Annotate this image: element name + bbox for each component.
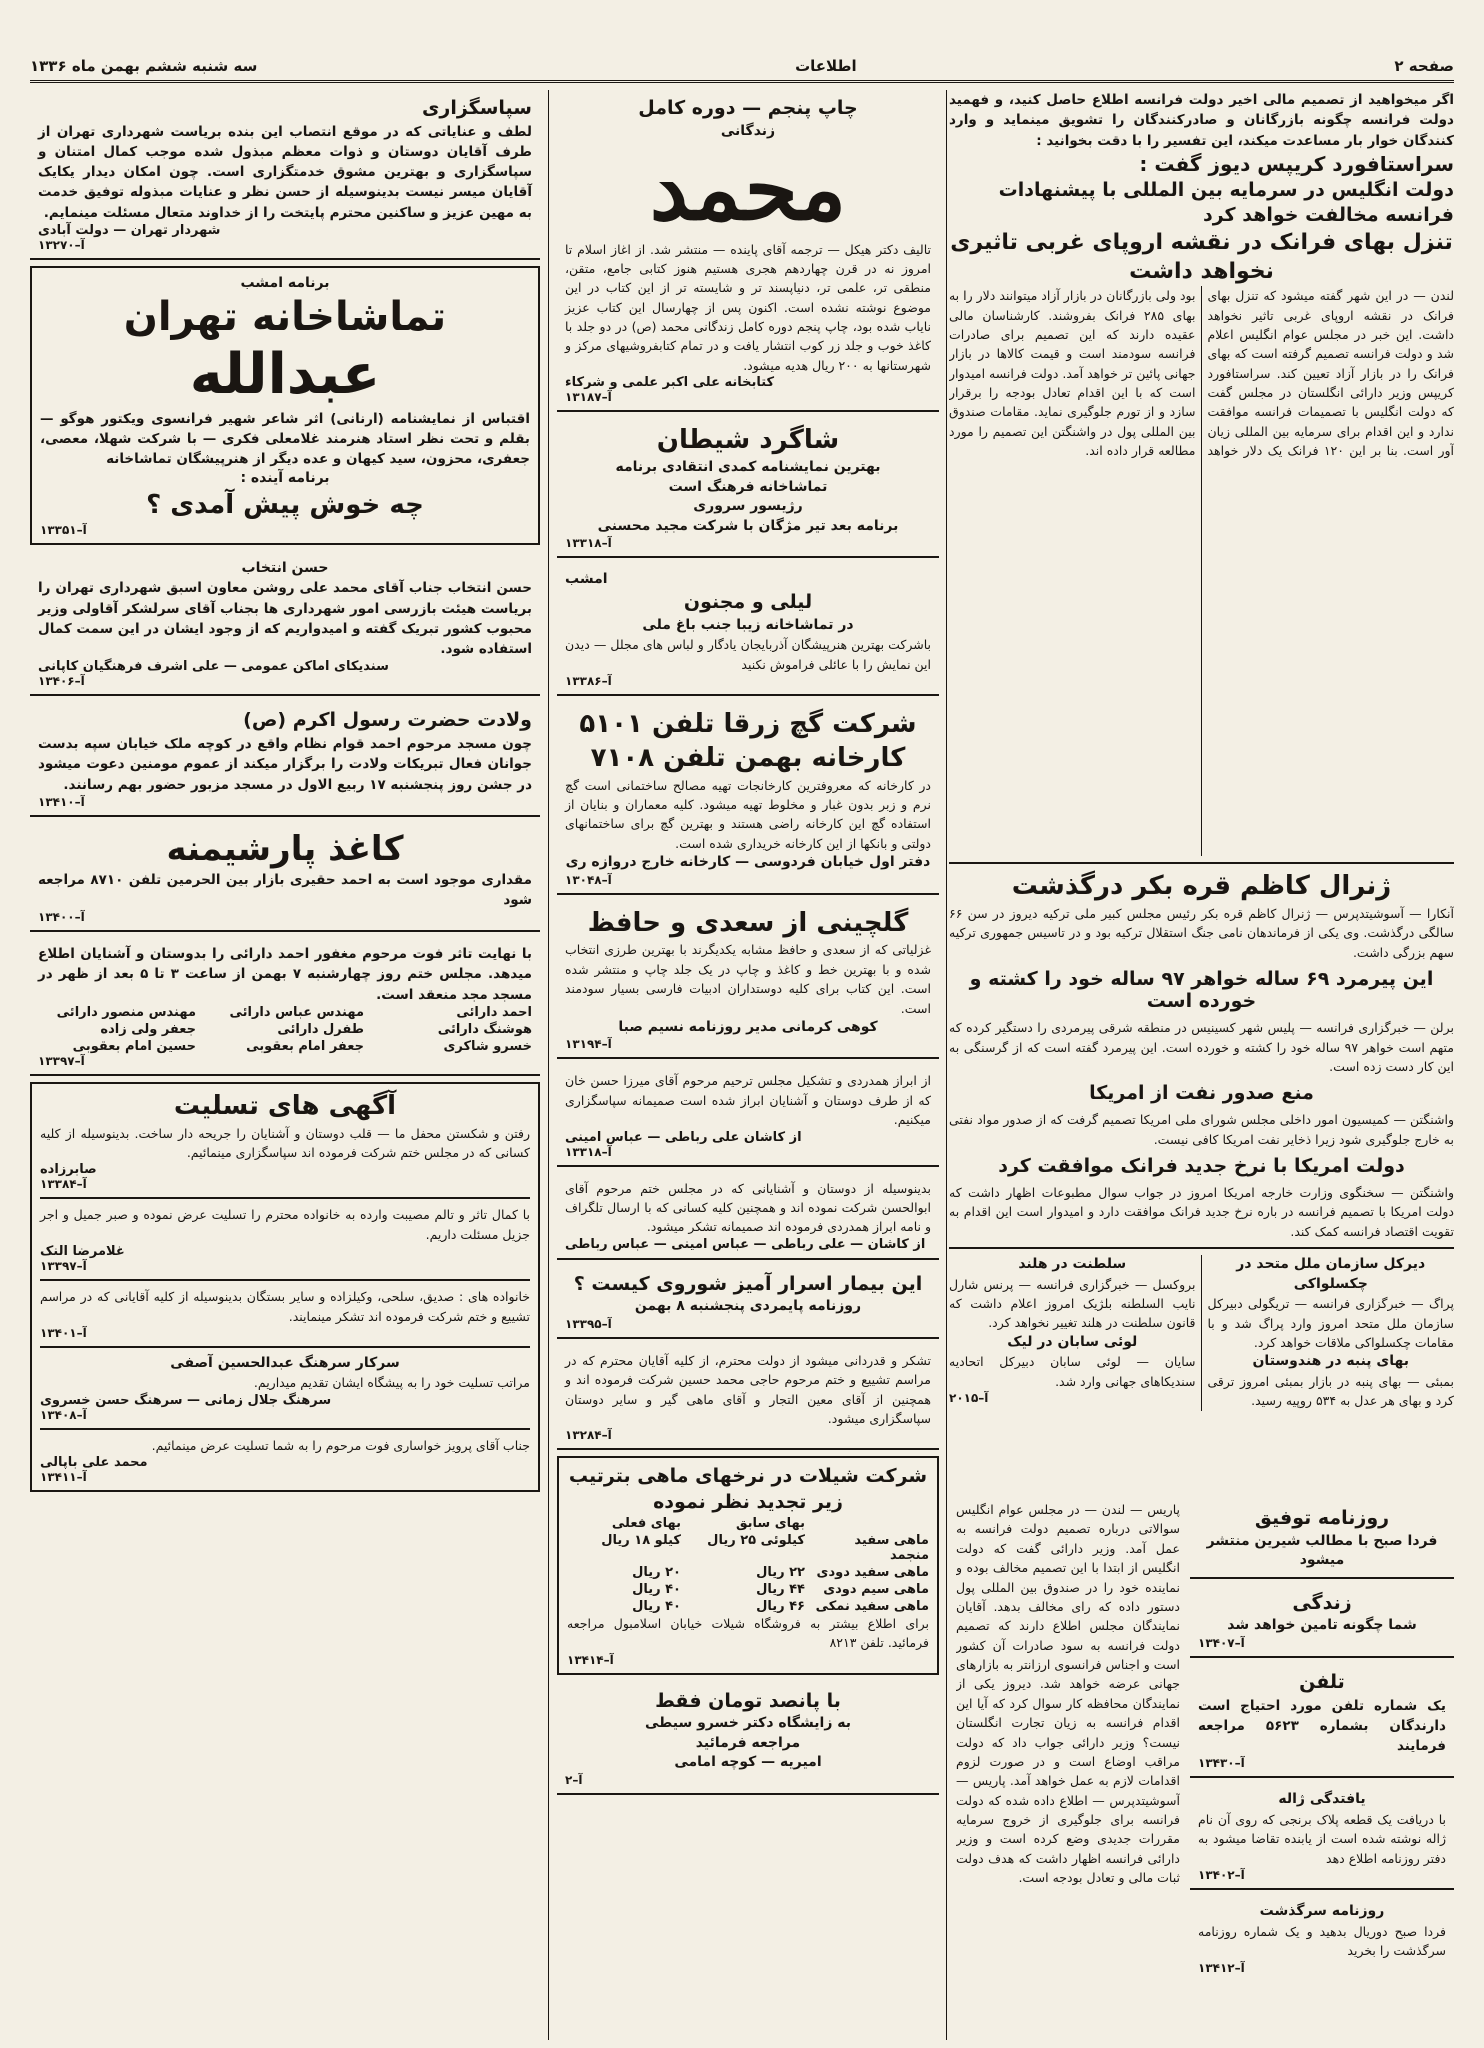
play-line: رژیسور سروری (693, 498, 803, 515)
name-item: مهندس عباس دارائی (229, 1004, 364, 1020)
ad-line: به زایشگاه دکتر خسرو سیطی (644, 1715, 852, 1732)
article-body: لندن — در این شهر گفته میشود که تنزل بهای فرانک در نقشه اروپای غربی تاثیر نخواهد داشت. این خبر در مجلس عوام انگلیس اعلام شد و دولت فرانسه تصمیم گرفته است که بهای فرانک را در بازار آزاد تعیین کند. سراستافورد کریپس وزیر دارائی انگلستان در مجلس گفت که دولت انگلیس با تصمیمات فرانسه موافقت ندارد و این اقدام برای سرمایه بین المللی زیان آور است. بنا بر این ۱۲۰ فرانک یک دلار خواهد بود ولی بازرگانان در بازار آزاد میتوانند دلار را به بهای ۲۸۵ فرانک بفروشند. کارشناسان مالی عقیده دارند که این تصمیم برای صادرات فرانسه سودمند است و قیمت کالاها در بازار جهانی پائین تر خواهد آمد. دولت فرانسه امیدوار است که با این اقدام تعادل بودجه را برقرار سازد و از تورم جلوگیری نماید. مقامات صندوق بین المللی پول در واشنگتن این تصمیم را مورد مطالعه قرار داده اند. (949, 288, 1454, 459)
notice-body: یک شماره تلفن مورد احتیاج است دارندگان بشماره ۵۶۲۳ مراجعه فرمایند (1198, 1697, 1446, 1755)
book-logo-top: زندگانی (720, 122, 776, 139)
name-item: خسرو شاکری (443, 1038, 532, 1054)
theater-description: اقتباس از نمایشنامه (ارنانی) اثر شاعر شهیر فرانسوی ویکتور هوگو — بقلم و تحت نظر استاد هنرمند غلامعلی فکری — با شرکت شهلا، معصی، جعفری، محزون، سید کیهان و عده دیگر از هنرپیشگان تماشاخانه (40, 410, 530, 468)
book-description: تالیف دکتر هیکل — ترجمه آقای پاینده — منتشر شد. از اغاز اسلام تا امروز نه در قرن چهاردهم هجری هستیم هنوز کتابی جامع، متقن، منطقی تر، علمی تر، دنیاپسند تر و شایسته تر از این کتاب در این موضوع نوشته نشده است. اکنون پس از چهارسال این کتاب عزیز نایاب شده بود، چاپ پنجم دوره کامل زندگانی محمد (ص) در دو جلد با کاغذ خوب و جلد زر کوب انتشار یافت و در تمام کتابفروشیهای مرکز و شهرستانها به ۲۰۰ ریال هدیه میشود. (565, 241, 931, 373)
notice-sign: سندیکای اماکن عمومی — علی اشرف فرهنگیان کاپانی (38, 659, 389, 675)
theater-play: عبدالله (189, 342, 381, 408)
ad-mayor-thanks (30, 90, 540, 260)
article-continuation: پاریس — لندن — در مجلس عوام انگلیس سوالاتی درباره تصمیم دولت فرانسه به عمل آمد. وزیر دارائی گفت که دولت انگلیس از ابتدا با این تصمیم مخالف بوده و نماینده خود را در صندوق بین المللی پول دستور داده که رای مخالف بدهد. آقایان نمایندگان مجلس اطلاع دارند که تصمیم دولت فرانسه به سود صادرات آن کشور است و اجناس فرانسوی ارزانتر به بازارهای جهانی عرضه خواهد شد. دیروز یکی از نمایندگان محافظه کار سوال کرد که آیا این اقدام فرانسه به زیان تجارت انگلستان نیست؟ وزیر دارائی جواب داد که دولت مراقب اوضاع است و در صورت لزوم اقدامات لازم به عمل خواهد آمد. پاریس — آسوشیتدپرس — اطلاع داده شده که دولت فرانسه برای جلوگیری از خروج سرمایه مقررات جدیدی وضع کرده است و وزیر دارائی فرانسه اظهار داشت که هدف دولت ثبات مالی و تعادل بودجه است. (956, 1502, 1180, 1886)
ad-title: ولادت حضرت رسول اکرم (ص) (243, 709, 532, 732)
headline-us-franc: دولت امریکا با نرخ جدید فرانک موافقت کرد (998, 1155, 1405, 1178)
notice-title: سرکار سرهنگ عبدالحسین آصفی (170, 1354, 400, 1371)
play-line: در تماشاخانه زیبا جنب باغ ملی (642, 616, 854, 633)
ad-subtitle: زیر تجدید نظر نموده (653, 1491, 843, 1514)
ad-title: کاغذ پارشیمنه (166, 828, 404, 869)
ad-code: آ–۱۳۴۱۴ (567, 1652, 614, 1667)
ad-code: آ–۱۳۴۱۲ (1198, 1960, 1245, 1975)
notice-body: با نهایت تاثر فوت مرحوم مغفور احمد دارائی را بدوستان و آشنایان اطلاع میدهد. مجلس ختم روز چهارشنبه ۷ بهمن از ساعت ۳ تا ۵ بعد از ظهر در مسجد مجد منعقد است. (38, 946, 532, 1003)
price-item: ماهی سیم دودی (823, 1581, 929, 1597)
ad-title: با پانصد تومان فقط (655, 1689, 841, 1712)
ad-code: آ–۱۳۱۹۴ (565, 1037, 612, 1052)
masthead (30, 52, 1454, 83)
theater-next-title: چه خوش پیش آمدی ؟ (146, 490, 424, 521)
headline-holland: سلطنت در هلند (1018, 1256, 1127, 1273)
notice-sign: از کاشان — علی رباطی — عباس امینی — عباس رباطی (565, 1236, 926, 1252)
ad-code: آ–۱۳۳۵۱ (40, 522, 87, 537)
ad-book-muhammad (557, 90, 939, 412)
ad-code: آ–۱۳۴۱۱ (40, 1470, 87, 1485)
ad-telephone (1190, 1664, 1454, 1778)
book-logo: محمد (649, 139, 847, 241)
ad-maternity (557, 1683, 939, 1795)
ad-fish-prices (557, 1456, 939, 1674)
theater-label: برنامه امشب (240, 274, 330, 291)
ad-code: آ–۱۳۳۹۵ (565, 1316, 612, 1331)
headline-sub: دولت انگلیس در سرمایه بین المللی با پیشنهادات فرانسه مخالفت خواهد کرد (998, 178, 1454, 227)
notice-body: خانواده های : صدیق، سلحی، وکیلزاده و سایر بستگان بدینوسیله از کلیه آقایانی که در مراسم تشییع و ختم شرکت فرموده اند تشکر مینمایند. (40, 1289, 530, 1324)
ad-condolence-darai (30, 938, 540, 1076)
ad-code: آ–۱۳۱۸۷ (565, 390, 612, 405)
company-line: کارخانه بهمن تلفن ۷۱۰۸ (590, 742, 906, 773)
ad-title: حسن انتخاب (241, 559, 329, 576)
play-line: بهترین نمایشنامه کمدی انتقادی برنامه (615, 458, 881, 475)
price-header: بهای فعلی (611, 1515, 681, 1531)
name-item: طفرل دارائی (277, 1021, 364, 1037)
book-publisher: کتابخانه علی اکبر علمی و شرکاء (565, 375, 775, 391)
headline-saillant: لوئی سابان در لیک (1007, 1333, 1138, 1350)
ad-code: آ–۱۳۰۴۸ (565, 872, 612, 887)
ad-line: امیریه — کوچه امامی (674, 1754, 822, 1771)
notice-sign: محمد علی باپالی (40, 1455, 148, 1471)
headline-oil: منع صدور نفت از امریکا (1089, 1082, 1314, 1105)
notice-sign: از کاشان علی رباطی — عباس امینی (565, 1129, 802, 1145)
notice-body: با کمال تاثر و تالم مصیبت وارده به خانواده محترم را تسلیت عرض نموده و صبر جمیل و اجر جزیل مسئلت داریم. (40, 1207, 530, 1242)
ad-code: آ–۲۰۱۵ (949, 1391, 989, 1406)
lead-paragraph: اگر میخواهید از تصمیم مالی اخیر دولت فرانسه اطلاع حاصل کنید، و فهمید دولت فرانسه چگونه بازرگانان و صادرکنندگان را تشویق مینماید و وارد کنندگان خوار بار مساعدت میکند، این تفسیر را با دقت بخوانید : (949, 92, 1454, 149)
news-continuation (956, 1500, 1180, 2020)
theater-title: تماشاخانه تهران (123, 294, 447, 341)
notice-body: تشکر و قدردانی میشود از دولت محترم، از کلیه آقایان محترم که در مراسم تشییع و ختم مرحوم حاجی محمد حسین شرکت فرموده اند و همچنین از آقای معین التجار و آقای ماهی گیر و سایر دوستان سپاسگزاری میشود. (565, 1352, 931, 1427)
price-item: ماهی سفید دودی (816, 1564, 929, 1580)
ads-column-left (30, 90, 540, 2040)
price-old: ۴۶ ریال (756, 1598, 805, 1614)
ad-code: آ–۱۳۳۹۷ (38, 1053, 85, 1068)
ad-title: سپاسگزاری (422, 97, 532, 119)
ad-title: شرکت شیلات در نرخهای ماهی بترتیب (568, 1465, 928, 1488)
ad-title: زندگی (1292, 1591, 1352, 1614)
price-new: ۲۰ ریال (632, 1564, 681, 1580)
ad-code: آ–۲ (565, 1772, 583, 1787)
ad-leyli-majnun (557, 564, 939, 696)
book-edition: چاپ پنجم — دوره کامل (638, 97, 858, 119)
ad-code: آ–۱۳۴۳۰ (1198, 1756, 1245, 1771)
notice-body: جناب آقای پرویز خواساری فوت مرحوم را به شما تسلیت عرض مینمائیم. (151, 1437, 530, 1453)
company-line: شرکت گچ زرقا تلفن ۵۱۰۱ (579, 708, 917, 739)
ad-thanks-kashan (557, 1065, 939, 1166)
price-old: ۴۴ ریال (756, 1581, 805, 1597)
name-item: احمد دارائی (456, 1004, 532, 1020)
notice-body: فردا صبح دوریال بدهید و یک شماره روزنامه سرگذشت را بخرید (1198, 1923, 1446, 1959)
ad-golchin (557, 901, 939, 1060)
article-holland: بروکسل — خبرگزاری فرانسه — پرنس شارل نایب السلطنه بلژیک امروز اعلام داشت که قانون سلطنت در هلند تغییر نخواهد کرد. (949, 1276, 1196, 1331)
headline-general: ژنرال کاظم قره بکر درگذشت (1011, 871, 1392, 902)
ad-title: یافتدگی ژاله (1278, 1791, 1366, 1808)
ad-theater-tehran (30, 266, 540, 545)
ads-column-middle (557, 90, 939, 2040)
headline-cotton: بهای پنبه در هندوستان (1252, 1353, 1410, 1370)
price-item: ماهی سفید منجمد (854, 1532, 929, 1563)
notice-body: حسن انتخاب جناب آقای محمد علی روشن معاون اسبق شهرداری تهران را بریاست هیئت بازرسی امور شهرداری ها بجناب آقای سرلشکر آقاولی وزیر محبوب کشور تبریک گفته و امیدواریم که از وجود ایشان در این سمت کمال استفاده شود. (38, 580, 532, 658)
ad-code: آ–۱۳۳۹۷ (40, 1259, 87, 1274)
ad-subtitle: فردا صبح با مطالب شیرین منتشر میشود (1206, 1532, 1438, 1569)
ad-birth (30, 702, 540, 816)
name-item: جعفر ولی زاده (100, 1021, 196, 1037)
price-new: ۴۰ ریال (632, 1598, 681, 1614)
name-item: جعفر امام بعقوبی (246, 1038, 364, 1054)
article-cotton: بمبئی — بهای پنبه در بازار بمبئی امروز ترقی کرد و بهای هر عدل به ۵۳۴ روپیه رسید. (1207, 1374, 1454, 1409)
notice-body: بدینوسیله از دوستان و آشنایانی که در مجلس ختم مرحوم آقای ابوالحسن شرکت نموده اند و همچنین کلیه کسانی که با ارسال تلگراف و نامه ابراز همدردی فرموده اند صمیمانه تشکر میشود. (565, 1180, 931, 1235)
book-publisher: کوهی کرمانی مدیر روزنامه نسیم صبا (618, 1018, 878, 1035)
ad-title: روزنامه توفیق (1254, 1507, 1390, 1529)
short-news (949, 1255, 1454, 1411)
paper-name: اطلاعات (795, 57, 857, 75)
play-line: تماشاخانه فرهنگ است (668, 478, 828, 495)
notice-body: با دریافت یک قطعه پلاک برنجی که روی آن نام ژاله نوشته شده است از یابنده تقاضا میشود به دفتر روزنامه اطلاع دهد (1198, 1812, 1446, 1866)
notice-sign: سرهنگ جلال زمانی — سرهنگ حسن خسروی (40, 1392, 332, 1408)
play-line: برنامه بعد تیر مژگان با شرکت مجید محسنی (597, 517, 899, 534)
article-old-man: برلن — خبرگزاری فرانسه — پلیس شهر کسینیس در منطقه شرقی پیرمردی را دستگیر کرده که متهم است خواهر ۹۷ ساله خود را کشته و خورده است. این پیرمرد گفته است که از گرسنگی به این کار دست زده است. (949, 1020, 1454, 1074)
notice-sign: غلامرضا النک (40, 1244, 125, 1260)
ads-column-small (1190, 1500, 1454, 2030)
play-title: شاگرد شیطان (656, 425, 840, 456)
price-new: ۴۰ ریال (632, 1581, 681, 1597)
notice-body: رفتن و شکستن محفل ما — قلب دوستان و آشنایان را جریحه دار ساخت. بدینوسیله از کلیه کسانی که در مجلس ختم شرکت فرموده اند سپاسگزاری مینمائیم. (40, 1125, 530, 1161)
ad-code: آ–۱۳۴۰۱ (40, 1325, 87, 1340)
ad-code: آ–۱۳۴۰۸ (40, 1407, 87, 1422)
notice-body: مراتب تسلیت خود را به پیشگاه ایشان تقدیم میداریم. (253, 1375, 530, 1391)
headline-main: تنزل بهای فرانک در نقشه اروپای غربی تاثیری نخواهد داشت (950, 230, 1453, 284)
name-list (38, 1005, 532, 1054)
notice-body: چون مسجد مرحوم احمد قوام نظام واقع در کوچه ملک خیابان سپه بدست جوانان فعال تبریکات ولادت را برگزار میکند از عموم مومنین دعوت میشود در جشن روز پنجشنبه ۱۷ ربیع الاول در مسجد مزبور حضور بهم رسانند. (38, 736, 532, 793)
ad-code: آ–۱۳۳۱۸ (565, 1144, 612, 1159)
ad-condolences (30, 1082, 540, 1492)
ad-code: آ–۱۳۲۸۴ (565, 1428, 612, 1443)
ad-subtitle: شما چگونه تامین خواهد شد (1227, 1617, 1417, 1634)
price-item: ماهی سفید نمکی (815, 1598, 929, 1614)
theater-next-label: برنامه آینده : (240, 470, 330, 487)
ad-code: آ–۱۳۳۸۴ (40, 1177, 87, 1192)
price-old: ۲۲ ریال (756, 1564, 805, 1580)
headline-un: دیرکل سازمان ملل متحد در چکسلواکی (1236, 1256, 1426, 1292)
company-description: در کارخانه که معروفترین کارخانجات تهیه مصالح ساختمانی است گچ نرم و زبر بدون غبار و مخلوط تهیه میشود. کلیه معماران و بنایان از استفاده گچ این کارخانه راضی هستند و بهترین گچ برای ساختمانهای دولتی و بانکها از این کارخانه خریداری شده است. (565, 777, 931, 851)
ad-code: آ–۱۳۴۱۰ (38, 794, 85, 809)
ad-parchment (30, 823, 540, 932)
ad-code: آ–۱۳۳۸۶ (565, 673, 612, 688)
ad-subtitle: روزنامه پایمردی پنجشنبه ۸ بهمن (634, 1298, 862, 1315)
byline: سراستافورد کریپس دیوز گفت : (1139, 151, 1454, 176)
page-number: صفحه ۲ (1394, 57, 1454, 75)
ad-gach-zarqa (557, 702, 939, 895)
price-new: کیلو ۱۸ ریال (601, 1532, 681, 1548)
name-item: حسین امام بعقوبی (72, 1038, 196, 1054)
ad-shagerd-sheytan (557, 418, 939, 558)
play-title: لیلی و مجنون (683, 590, 813, 613)
book-description: غزلیاتی که از سعدی و حافظ مشابه یکدیگرند با بهترین طرزی انتخاب شده و با بهترین خط و کاغذ و چاپ در یک جلد چاپ و منتشر شده است. این کتاب برای کلیه دوستداران ادبیات فارسی بسیار سودمند است. (565, 942, 931, 1016)
ad-code: آ–۱۳۴۰۲ (1198, 1868, 1245, 1883)
ad-lost (1190, 1784, 1454, 1890)
ad-election (30, 553, 540, 697)
price-old: کیلوئی ۲۵ ریال (707, 1532, 805, 1548)
ad-life (1190, 1585, 1454, 1658)
notice-body: لطف و عنایاتی که در موقع انتصاب این بنده بریاست شهرداری تهران از طرف آقایان دوستان و ذوات معظم مبذول شده موجب کمال امتنان و سپاسگزاری و بهترین مشوق خدمتگزاری است. چون امکان دیدار یکایک آقایان میسر نیست بدینوسیله از حسن نظر و عنایات مبذوله توفیق خدمت به مهین عزیز و ساکنین محترم پایتخت را از خداوند متعال مسئلت مینمایم. (38, 123, 532, 221)
notice-sign: صابرزاده (40, 1162, 97, 1178)
ad-mystery-patient (557, 1266, 939, 1339)
article-general: آنکارا — آسوشیتدپرس — ژنرال کاظم قره بکر رئیس مجلس کبیر ملی ترکیه دیروز در سن ۶۶ سالگی درگذشت. وی یکی از فرماندهان نامی جنگ استقلال ترکیه بود و در تاسیس جمهوری ترکیه سهم بزرگی داشت. (949, 906, 1454, 960)
ad-code: آ–۱۳۲۷۰ (38, 237, 85, 252)
ad-title: روزنامه سرگذشت (1259, 1903, 1385, 1920)
ad-line: مراجعه فرمائید (695, 1734, 801, 1751)
book-title: گلچینی از سعدی و حافظ (587, 907, 909, 938)
play-description: باشرکت بهترین هنرپیشگان آذربایجان یادگار و لباس های مجلل — دیدن این نمایش را با عائلی فراموش نکنید (565, 637, 931, 672)
price-note: برای اطلاع بیشتر به فروشگاه شیلات خیابان اسلامبول مراجعه فرمائید. تلفن ۸۲۱۳ (567, 1615, 929, 1651)
notice-sign: شهردار تهران — دولت آبادی (38, 222, 221, 238)
ad-toufiq (1190, 1500, 1454, 1579)
ad-title: این بیمار اسرار آمیز شوروی کیست ؟ (573, 1272, 923, 1295)
headline-old-man: این پیرمرد ۶۹ ساله خواهر ۹۷ ساله خود را کشته و خورده است (969, 968, 1434, 1013)
article-us-franc: واشنگتن — سخنگوی وزارت خارجه امریکا امروز در جواب سوال مطبوعات اظهار داشت که دولت امریکا با تصمیم فرانسه در باره نرخ جدید فرانک موافقت دارد و امیدوار است این اقدام به تقویت اقتصاد فرانسه کمک کند. (949, 1185, 1454, 1239)
name-item: هوشنگ دارائی (437, 1021, 532, 1037)
price-table (567, 1516, 929, 1614)
company-address: دفتر اول خیابان فردوسی — کارخانه خارج دروازه ری (565, 854, 931, 870)
article-un: پراگ — خبرگزاری فرانسه — تریگولی دبیرکل سازمان ملل متحد امروز وارد پراگ شد و با مقامات چکسلواکی ملاقات خواهد کرد. (1207, 1296, 1454, 1351)
ad-code: آ–۱۳۳۱۸ (565, 536, 612, 551)
ad-title: تلفن (1299, 1671, 1345, 1694)
ad-sargozasht (1190, 1896, 1454, 1980)
ad-title: آگهی های تسلیت (173, 1090, 397, 1121)
notice-body: مقداری موجود است به احمد حقیری بازار بین الحرمین تلفن ۸۷۱۰ مراجعه شود (38, 871, 532, 908)
ad-thanks-2 (557, 1173, 939, 1260)
ad-code: آ–۱۳۴۰۰ (38, 910, 85, 925)
article-oil: واشنگتن — کمیسیون امور داخلی مجلس شورای ملی امریکا تصمیم گرفت که از صدور مواد نفتی به خارج جلوگیری شود زیرا ذخایر نفت امریکا کافی نیست. (949, 1112, 1454, 1147)
ad-code: آ–۱۳۴۰۶ (38, 674, 85, 689)
name-item: مهندس منصور دارائی (56, 1004, 196, 1020)
price-header: بهای سابق (735, 1515, 805, 1531)
article-saillant: سایان — لوئی سابان دبیرکل اتحادیه سندیکاهای جهانی وارد شد. (949, 1354, 1196, 1389)
play-tag: امشب (565, 571, 608, 588)
ad-code: آ–۱۳۴۰۷ (1198, 1636, 1245, 1651)
notice-body: از ابراز همدردی و تشکیل مجلس ترحیم مرحوم آقای میرزا حسن خان که از طرف دوستان و آشنایان ابراز شده است صمیمانه سپاسگزاری میکنیم. (565, 1073, 931, 1128)
issue-date: سه شنبه ششم بهمن ماه ۱۳۳۶ (30, 57, 258, 75)
ad-thanks-3 (557, 1345, 939, 1451)
